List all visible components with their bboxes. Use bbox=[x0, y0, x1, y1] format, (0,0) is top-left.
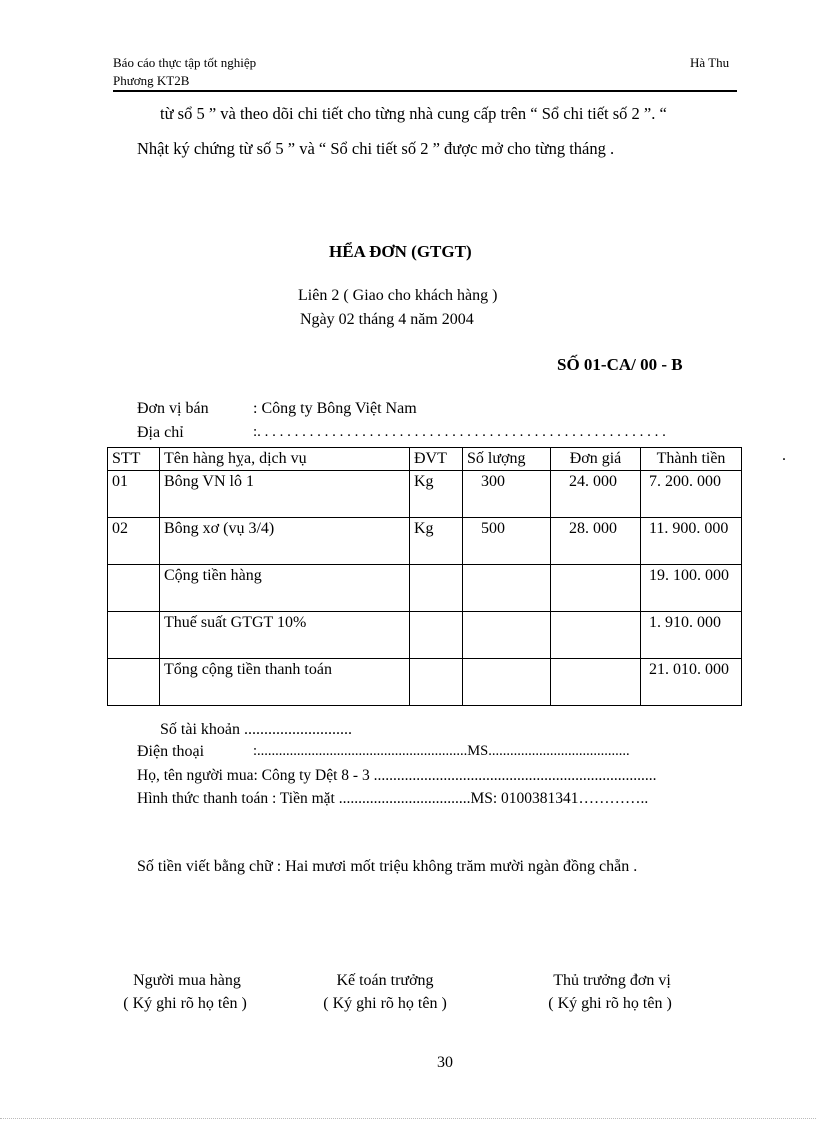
invoice-date: Ngày 02 tháng 4 năm 2004 bbox=[300, 311, 474, 328]
cell-quantity bbox=[463, 659, 551, 706]
address-label: Địa chỉ bbox=[137, 424, 184, 441]
invoice-table bbox=[107, 447, 742, 706]
cell-stt bbox=[108, 565, 160, 612]
seller-label: Đơn vị bán bbox=[137, 400, 209, 417]
cell-unit-price bbox=[551, 565, 641, 612]
phone-label: Điện thoại bbox=[137, 743, 205, 760]
cell-total: 1. 910. 000 bbox=[641, 612, 742, 659]
stray-dot: . bbox=[782, 447, 786, 464]
cell-stt: 02 bbox=[108, 518, 160, 565]
invoice-copy: Liên 2 ( Giao cho khách hàng ) bbox=[298, 287, 498, 304]
seller-value: : Công ty Bông Việt Nam bbox=[253, 400, 417, 417]
table-row bbox=[108, 659, 742, 706]
cell-total: 7. 200. 000 bbox=[641, 471, 742, 518]
cell-total: 21. 010. 000 bbox=[641, 659, 742, 706]
header-class: Phương KT2B bbox=[113, 73, 190, 88]
col-unit: ĐVT bbox=[410, 448, 463, 471]
table-row bbox=[108, 518, 742, 565]
cell-unit-price bbox=[551, 612, 641, 659]
invoice-number: SỐ 01-CA/ 00 - B bbox=[557, 355, 683, 374]
cell-unit-price: 28. 000 bbox=[551, 518, 641, 565]
col-stt: STT bbox=[108, 448, 160, 471]
cell-quantity bbox=[463, 565, 551, 612]
cell-stt bbox=[108, 612, 160, 659]
cell-unit: Kg bbox=[410, 518, 463, 565]
cell-quantity: 500 bbox=[463, 518, 551, 565]
cell-item-name: Bông VN lô 1 bbox=[160, 471, 410, 518]
cell-unit-price bbox=[551, 659, 641, 706]
signature-accountant-note: ( Ký ghi rõ họ tên ) bbox=[323, 995, 447, 1012]
col-quantity: Số lượng bbox=[463, 448, 551, 471]
col-unit-price: Đơn giá bbox=[551, 448, 641, 471]
cell-stt: 01 bbox=[108, 471, 160, 518]
intro-line-2: Nhật ký chứng từ số 5 ” và “ Sổ chi tiết số 2 ” được mở cho từng tháng . bbox=[137, 139, 615, 158]
header-author: Hà Thu bbox=[690, 55, 730, 70]
cell-total: 11. 900. 000 bbox=[641, 518, 742, 565]
table-header-row bbox=[108, 448, 742, 471]
cell-unit: Kg bbox=[410, 471, 463, 518]
cell-unit-price: 24. 000 bbox=[551, 471, 641, 518]
payment-line: Hình thức thanh toán : Tiền mặt ..................................MS: 0100381341………….. bbox=[137, 790, 649, 807]
account-line: Số tài khoản ........................... bbox=[160, 721, 352, 738]
cell-total: 19. 100. 000 bbox=[641, 565, 742, 612]
phone-value: :..........................................................MS....................................... bbox=[253, 743, 630, 759]
table-row bbox=[108, 565, 742, 612]
cell-item-name: Bông xơ (vụ 3/4) bbox=[160, 518, 410, 565]
cell-unit bbox=[410, 565, 463, 612]
signature-buyer-title: Người mua hàng bbox=[133, 972, 241, 989]
signature-accountant-title: Kế toán trưởng bbox=[336, 972, 434, 989]
page-number: 30 bbox=[437, 1054, 453, 1071]
col-item-name: Tên hàng hỵa, dịch vụ bbox=[160, 448, 410, 471]
cell-item-name: Tổng cộng tiền thanh toán bbox=[160, 659, 410, 706]
signature-director-title: Thủ trưởng đơn vị bbox=[553, 972, 671, 989]
intro-line-1: từ sổ 5 ” và theo dõi chi tiết cho từng nhà cung cấp trên “ Sổ chi tiết số 2 ”. “ bbox=[160, 104, 667, 123]
header-report-title: Báo cáo thực tập tốt nghiệp bbox=[113, 55, 257, 70]
cell-unit bbox=[410, 659, 463, 706]
table-row bbox=[108, 612, 742, 659]
col-total: Thành tiền bbox=[641, 448, 742, 471]
buyer-line: Họ, tên người mua: Công ty Dệt 8 - 3 ......................................................................... bbox=[137, 767, 657, 784]
address-value: :. . . . . . . . . . . . . . . . . . . . . . . . . . . . . . . . . . . . . . . . . . . . . . . . . . . . . . . bbox=[253, 424, 666, 440]
header-rule bbox=[113, 90, 737, 92]
cell-quantity: 300 bbox=[463, 471, 551, 518]
cell-unit bbox=[410, 612, 463, 659]
table-row bbox=[108, 471, 742, 518]
invoice-title: HỂA ĐƠN (GTGT) bbox=[329, 242, 472, 261]
signature-director-note: ( Ký ghi rõ họ tên ) bbox=[548, 995, 672, 1012]
cell-item-name: Cộng tiền hàng bbox=[160, 565, 410, 612]
cell-stt bbox=[108, 659, 160, 706]
signature-buyer-note: ( Ký ghi rõ họ tên ) bbox=[123, 995, 247, 1012]
page-bottom-border bbox=[0, 1118, 816, 1119]
amount-in-words: Số tiền viết bằng chữ : Hai mươi mốt triệu không trăm mười ngàn đồng chẵn . bbox=[137, 858, 638, 875]
cell-item-name: Thuế suất GTGT 10% bbox=[160, 612, 410, 659]
cell-quantity bbox=[463, 612, 551, 659]
